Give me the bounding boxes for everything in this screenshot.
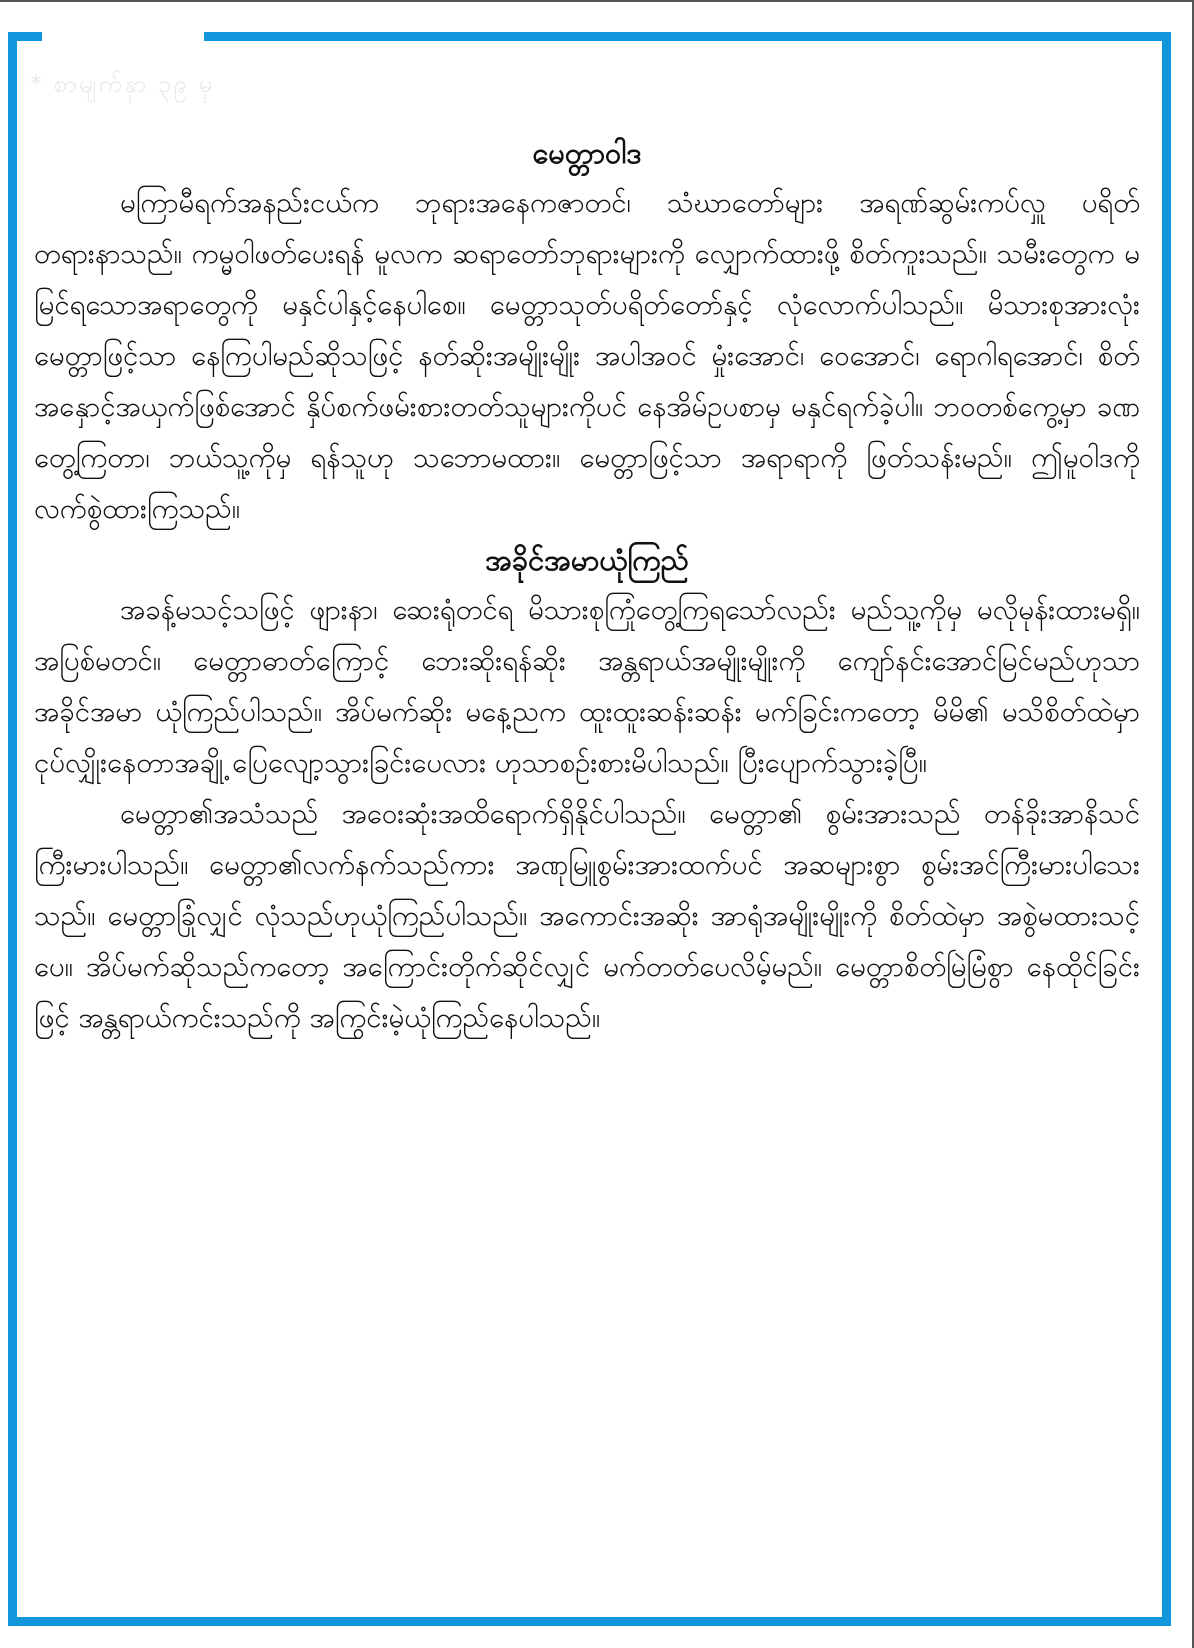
top-rule [0,0,1194,2]
section-heading-metta: မေတ္တာဝါဒ [532,136,642,170]
continuation-note: * စာမျက်နှာ ၃၉ မှ [30,70,215,98]
paragraph-firm-belief-2: မေတ္တာ၏အသံသည် အဝေးဆုံးအထိရောက်ရှိနိုင်ပါသည်။ မေတ္တာ၏ စွမ်းအားသည် တန်ခိုးအာနိသင် ကြီးမားပါသည်။ မေတ္တာ၏လက်နက်သည်ကား အဏုမြူစွမ်းအားထက်ပင် အဆများစွာ စွမ်းအင်ကြီးမားပါသေးသည်။ မေတ္တာခြုံလျှင် လုံသည်ဟုယုံကြည်ပါသည်။ အကောင်းအဆိုး အာရုံအမျိုးမျိုးကို စိတ်ထဲမှာ အစွဲမထားသင့်ပေ။ အိပ်မက်ဆိုသည်ကတော့ အကြောင်းတိုက်ဆိုင်လျှင် မက်တတ်ပေလိမ့်မည်။ မေတ္တာစိတ်မြဲမြံစွာ နေထိုင်ခြင်းဖြင့် အန္တရာယ်ကင်းသည်ကို အကြွင်းမဲ့ယုံကြည်နေပါသည်။ [34,798,1140,1034]
article-body [34,128,1140,1044]
paragraph-firm-belief-1: အခန့်မသင့်သဖြင့် ဖျားနာ၊ ဆေးရုံတင်ရ မိသားစုကြုံတွေ့ကြရသော်လည်း မည်သူ့ကိုမှ မလိုမုန်းထားမရှိ။ အပြစ်မတင်။ မေတ္တာဓာတ်ကြောင့် ဘေးဆိုးရန်ဆိုး အန္တရာယ်အမျိုးမျိုးကို ကျော်နင်းအောင်မြင်မည်ဟုသာ အခိုင်အမာ ယုံကြည်ပါသည်။ အိပ်မက်ဆိုး မနေ့ညက ထူးထူးဆန်းဆန်း မက်ခြင်းကတော့ မိမိ၏ မသိစိတ်ထဲမှာ ငုပ်လျှိုးနေတာအချို့ ပြေလျော့သွားခြင်းပေလား ဟုသာစဉ်းစားမိပါသည်။ ပြီးပျောက်သွားခဲ့ပြီ။ [34,594,1140,779]
frame-gap [42,24,204,50]
section-heading-firm-belief: အခိုင်အမာယုံကြည် [485,543,689,577]
paragraph-metta: မကြာမီရက်အနည်းငယ်က ဘုရားအနေကဇာတင်၊ သံဃာတော်များ အရဏ်ဆွမ်းကပ်လှူ ပရိတ်တရားနာသည်။ ကမ္မဝါဖတ်ပေးရန် မူလက ဆရာတော်ဘုရားများကို လျှောက်ထားဖို့ စိတ်ကူးသည်။ သမီးတွေက မမြင်ရသောအရာတွေကို မနှင်ပါနှင့်နေပါစေ။ မေတ္တာသုတ်ပရိတ်တော်နှင့် လုံလောက်ပါသည်။ မိသားစုအားလုံး မေတ္တာဖြင့်သာ နေကြပါမည်ဆိုသဖြင့် နတ်ဆိုးအမျိုးမျိုး အပါအဝင် မှုံးအောင်၊ ဝေအောင်၊ ရောဂါရအောင်၊ စိတ်အနှောင့်အယှက်ဖြစ်အောင် နှိပ်စက်ဖမ်းစားတတ်သူများကိုပင် နေအိမ်ဥပစာမှ မနှင်ရက်ခဲ့ပါ။ ဘဝတစ်ကွေ့မှာ ခဏတွေ့ကြတာ၊ ဘယ်သူ့ကိုမှ ရန်သူဟု သဘောမထား။ မေတ္တာဖြင့်သာ အရာရာကို ဖြတ်သန်းမည်။ ဤမူဝါဒကို လက်စွဲထားကြသည်။ [34,187,1140,525]
